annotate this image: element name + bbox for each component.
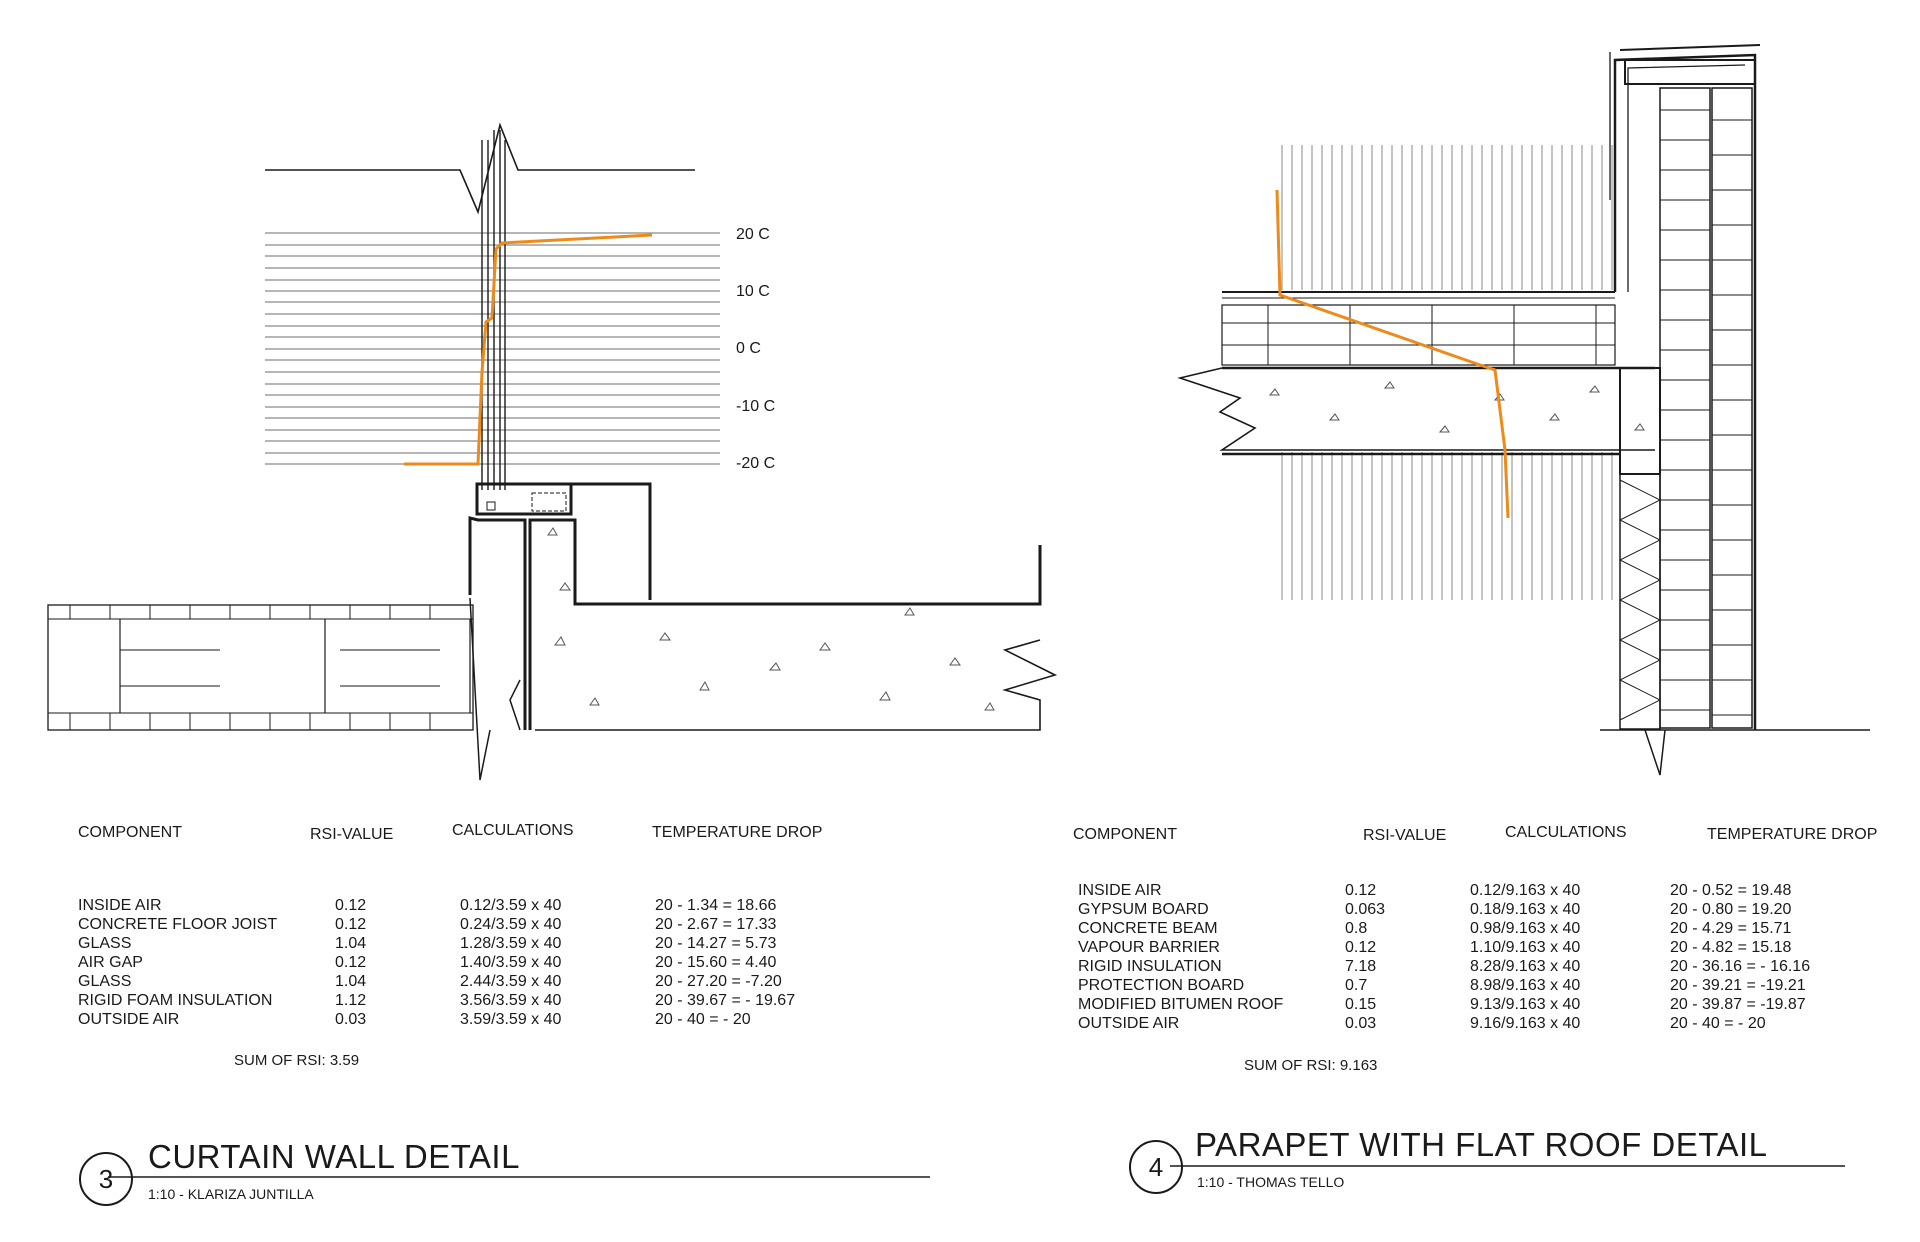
detail-subtitle: 1:10 - THOMAS TELLO bbox=[1197, 1174, 1345, 1190]
component-cell: PROTECTION BOARD bbox=[1078, 977, 1245, 994]
col-header: COMPONENT bbox=[1073, 826, 1177, 843]
temperature-gridlines bbox=[265, 233, 720, 464]
temp-label: 0 C bbox=[736, 340, 761, 357]
rsi-cell: 0.03 bbox=[1345, 1015, 1377, 1032]
drop-cell: 20 - 2.67 = 17.33 bbox=[655, 916, 777, 933]
component-cell: RIGID INSULATION bbox=[1078, 958, 1222, 975]
rsi-cell: 0.15 bbox=[1345, 996, 1377, 1013]
drop-cell: 20 - 0.52 = 19.48 bbox=[1670, 882, 1792, 899]
curtain-wall-section bbox=[48, 125, 1055, 780]
detail-number-badge: 3 bbox=[79, 1152, 133, 1206]
drop-cell: 20 - 40 = - 20 bbox=[655, 1011, 751, 1028]
rsi-cell: 1.12 bbox=[335, 992, 367, 1009]
component-cell: OUTSIDE AIR bbox=[78, 1011, 180, 1028]
calc-cell: 0.24/3.59 x 40 bbox=[460, 916, 562, 933]
component-cell: AIR GAP bbox=[78, 954, 143, 971]
rsi-cell: 0.8 bbox=[1345, 920, 1368, 937]
calc-cell: 0.12/3.59 x 40 bbox=[460, 897, 562, 914]
component-cell: GLASS bbox=[78, 935, 132, 952]
rsi-cell: 1.04 bbox=[335, 935, 367, 952]
component-cell: CONCRETE FLOOR JOIST bbox=[78, 916, 278, 933]
drop-cell: 20 - 39.87 = -19.87 bbox=[1670, 996, 1806, 1013]
rsi-cell: 0.12 bbox=[335, 916, 367, 933]
temp-label: 10 C bbox=[736, 283, 770, 300]
rsi-cell: 0.12 bbox=[335, 954, 367, 971]
temp-label: -20 C bbox=[736, 455, 776, 472]
calc-cell: 2.44/3.59 x 40 bbox=[460, 973, 562, 990]
temp-label: 20 C bbox=[736, 226, 770, 243]
calc-cell: 0.18/9.163 x 40 bbox=[1470, 901, 1581, 918]
calc-cell: 0.98/9.163 x 40 bbox=[1470, 920, 1581, 937]
calc-cell: 3.59/3.59 x 40 bbox=[460, 1011, 562, 1028]
component-cell: INSIDE AIR bbox=[1078, 882, 1162, 899]
rsi-cell: 0.12 bbox=[1345, 882, 1377, 899]
rsi-cell: 7.18 bbox=[1345, 958, 1377, 975]
component-cell: GYPSUM BOARD bbox=[1078, 901, 1209, 918]
detail-number-badge: 4 bbox=[1129, 1140, 1183, 1194]
calc-cell: 9.16/9.163 x 40 bbox=[1470, 1015, 1581, 1032]
parapet-section bbox=[1180, 45, 1870, 775]
rsi-cell: 0.7 bbox=[1345, 977, 1368, 994]
col-header: RSI-VALUE bbox=[310, 826, 394, 843]
calc-cell: 1.10/9.163 x 40 bbox=[1470, 939, 1581, 956]
component-cell: CONCRETE BEAM bbox=[1078, 920, 1218, 937]
drop-cell: 20 - 4.29 = 15.71 bbox=[1670, 920, 1792, 937]
component-cell: GLASS bbox=[78, 973, 132, 990]
col-header: RSI-VALUE bbox=[1363, 827, 1447, 844]
component-cell: RIGID FOAM INSULATION bbox=[78, 992, 273, 1009]
drop-cell: 20 - 36.16 = - 16.16 bbox=[1670, 958, 1811, 975]
detail-title: CURTAIN WALL DETAIL bbox=[148, 1138, 520, 1175]
rsi-cell: 0.03 bbox=[335, 1011, 367, 1028]
rsi-cell: 1.04 bbox=[335, 973, 367, 990]
component-cell: INSIDE AIR bbox=[78, 897, 162, 914]
detail-title: PARAPET WITH FLAT ROOF DETAIL bbox=[1195, 1126, 1768, 1163]
calc-cell: 3.56/3.59 x 40 bbox=[460, 992, 562, 1009]
component-cell: OUTSIDE AIR bbox=[1078, 1015, 1180, 1032]
calc-cell: 8.28/9.163 x 40 bbox=[1470, 958, 1581, 975]
rsi-cell: 0.063 bbox=[1345, 901, 1386, 918]
drop-cell: 20 - 39.21 = -19.21 bbox=[1670, 977, 1806, 994]
drop-cell: 20 - 0.80 = 19.20 bbox=[1670, 901, 1792, 918]
detail-subtitle: 1:10 - KLARIZA JUNTILLA bbox=[148, 1186, 314, 1202]
calc-cell: 1.40/3.59 x 40 bbox=[460, 954, 562, 971]
component-cell: MODIFIED BITUMEN ROOF bbox=[1078, 996, 1284, 1013]
temp-label: -10 C bbox=[736, 398, 776, 415]
calc-cell: 1.28/3.59 x 40 bbox=[460, 935, 562, 952]
drop-cell: 20 - 4.82 = 15.18 bbox=[1670, 939, 1792, 956]
col-header: COMPONENT bbox=[78, 824, 182, 841]
col-header: TEMPERATURE DROP bbox=[1707, 826, 1878, 843]
rsi-cell: 0.12 bbox=[1345, 939, 1377, 956]
component-cell: VAPOUR BARRIER bbox=[1078, 939, 1220, 956]
calc-cell: 0.12/9.163 x 40 bbox=[1470, 882, 1581, 899]
drop-cell: 20 - 40 = - 20 bbox=[1670, 1015, 1766, 1032]
rsi-sum: SUM OF RSI: 9.163 bbox=[1244, 1057, 1378, 1074]
rsi-sum: SUM OF RSI: 3.59 bbox=[234, 1052, 360, 1069]
drop-cell: 20 - 14.27 = 5.73 bbox=[655, 935, 777, 952]
drop-cell: 20 - 15.60 = 4.40 bbox=[655, 954, 777, 971]
drop-cell: 20 - 27.20 = -7.20 bbox=[655, 973, 782, 990]
col-header: CALCULATIONS bbox=[452, 822, 574, 839]
calc-cell: 9.13/9.163 x 40 bbox=[1470, 996, 1581, 1013]
rsi-cell: 0.12 bbox=[335, 897, 367, 914]
col-header: CALCULATIONS bbox=[1505, 824, 1627, 841]
calc-cell: 8.98/9.163 x 40 bbox=[1470, 977, 1581, 994]
drop-cell: 20 - 1.34 = 18.66 bbox=[655, 897, 777, 914]
col-header: TEMPERATURE DROP bbox=[652, 824, 823, 841]
drop-cell: 20 - 39.67 = - 19.67 bbox=[655, 992, 796, 1009]
